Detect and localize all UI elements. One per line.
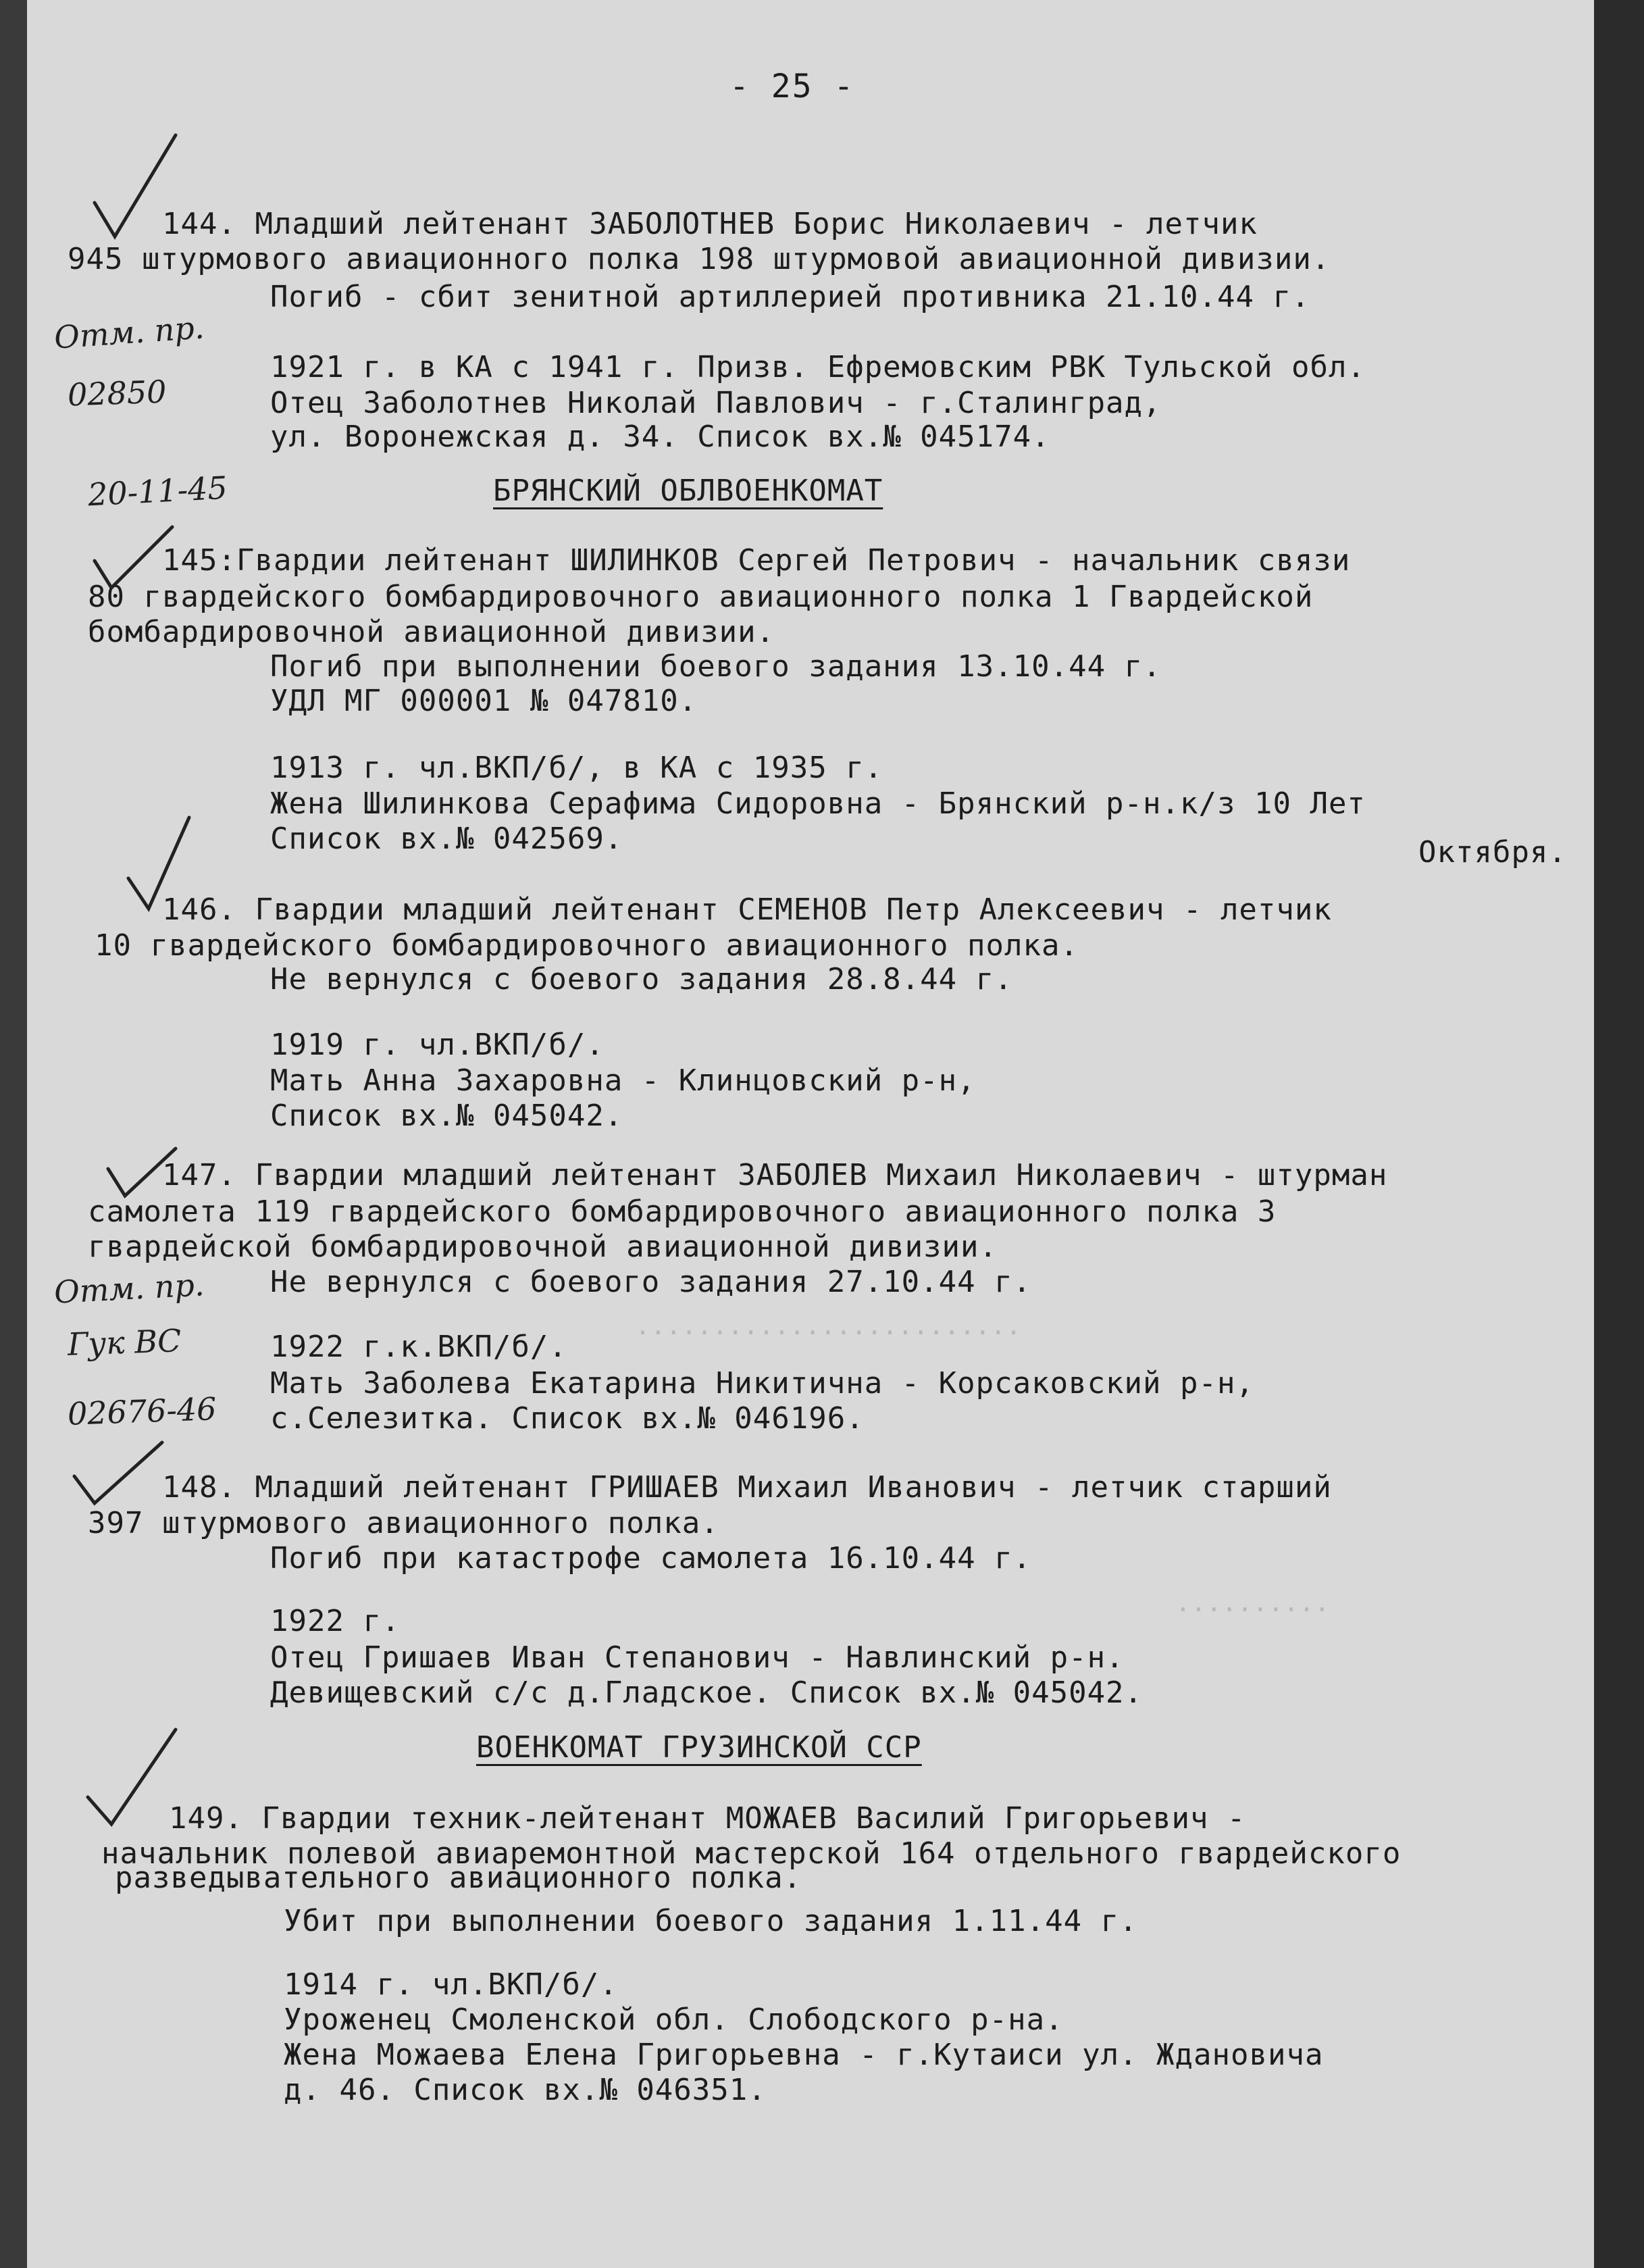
entry-147-line-3: гвардейской бомбардировочной авиационной дивизии. bbox=[88, 1230, 998, 1264]
entry-145-line-6: 1913 г. чл.ВКП/б/, в КА с 1935 г. bbox=[270, 751, 883, 785]
entry-146-line-2: 10 гвардейского бомбардировочного авиационного полка. bbox=[95, 928, 1079, 963]
bleed-through: .......... bbox=[1175, 1588, 1330, 1617]
section-header-bryansk: БРЯНСКИЙ ОБЛВОЕНКОМАТ bbox=[493, 474, 883, 508]
entry-146-line-5: Мать Анна Захаровна - Клинцовский р-н, bbox=[270, 1063, 976, 1098]
entry-146-line-1: 146. Гвардии младший лейтенант СЕМЕНОВ Петр Алексеевич - летчик bbox=[162, 892, 1332, 927]
handwritten-note-5: Гук ВС bbox=[67, 1322, 182, 1363]
entry-148-line-4: 1922 г. bbox=[270, 1604, 401, 1638]
entry-145-line-5: УДЛ МГ 000001 № 047810. bbox=[270, 684, 698, 718]
entry-147-line-7: с.Селезитка. Список вх.№ 046196. bbox=[270, 1401, 865, 1436]
document-page bbox=[27, 0, 1594, 2268]
entry-145-line-9: Октября. bbox=[1418, 835, 1567, 870]
entry-145-line-8: Список вх.№ 042569. bbox=[270, 822, 623, 856]
entry-149-line-3: разведывательного авиационного полка. bbox=[115, 1861, 802, 1895]
entry-145-line-1: 145:Гвардии лейтенант ШИЛИНКОВ Сергей Петрович - начальник связи bbox=[162, 543, 1351, 578]
entry-148-line-6: Девищевский с/с д.Гладское. Список вх.№ 045042. bbox=[270, 1675, 1144, 1710]
entry-147-line-1: 147. Гвардии младший лейтенант ЗАБОЛЕВ Михаил Николаевич - штурман bbox=[162, 1158, 1388, 1192]
entry-146-line-6: Список вх.№ 045042. bbox=[270, 1099, 623, 1133]
entry-147-line-2: самолета 119 гвардейского бомбардировочного авиационного полка 3 bbox=[88, 1194, 1277, 1229]
page-number: - 25 - bbox=[729, 68, 855, 105]
entry-145-line-2: 80 гвардейского бомбардировочного авиационного полка 1 Гвардейской bbox=[88, 580, 1314, 614]
entry-149-line-5: 1914 г. чл.ВКП/б/. bbox=[284, 1967, 618, 2002]
checkmark-icon bbox=[88, 520, 182, 601]
entry-147-line-4: Не вернулся с боевого задания 27.10.44 г. bbox=[270, 1265, 1032, 1299]
checkmark-icon bbox=[122, 811, 203, 919]
checkmark-icon bbox=[88, 128, 182, 243]
entry-146-line-4: 1919 г. чл.ВКП/б/. bbox=[270, 1028, 605, 1062]
handwritten-note-6: 02676-46 bbox=[67, 1390, 217, 1432]
handwritten-note-2: 02850 bbox=[67, 373, 168, 413]
entry-146-line-3: Не вернулся с боевого задания 28.8.44 г. bbox=[270, 962, 1013, 997]
entry-148-line-3: Погиб при катастрофе самолета 16.10.44 г. bbox=[270, 1541, 1032, 1576]
bleed-through: ......................... bbox=[635, 1311, 1021, 1340]
entry-144-line-1: 144. Младший лейтенант ЗАБОЛОТНЕВ Борис Николаевич - летчик bbox=[162, 207, 1258, 241]
entry-149-line-7: Жена Можаева Елена Григорьевна - г.Кутаиси ул. Ждановича bbox=[284, 2038, 1324, 2072]
binding-edge bbox=[1594, 0, 1644, 2268]
entry-148-line-2: 397 штурмового авиационного полка. bbox=[88, 1506, 719, 1540]
entry-145-line-7: Жена Шилинкова Серафима Сидоровна - Брянский р-н.к/з 10 Лет bbox=[270, 786, 1366, 821]
handwritten-note-4: Отм. пр. bbox=[53, 1266, 205, 1311]
section-header-georgia: ВОЕНКОМАТ ГРУЗИНСКОЙ ССР bbox=[476, 1730, 922, 1765]
entry-145-line-4: Погиб при выполнении боевого задания 13.10.44 г. bbox=[270, 649, 1162, 684]
checkmark-icon bbox=[81, 1723, 182, 1831]
entry-144-line-5: Отец Заболотнев Николай Павлович - г.Сталинград, bbox=[270, 386, 1162, 420]
entry-148-line-1: 148. Младший лейтенант ГРИШАЕВ Михаил Иванович - летчик старший bbox=[162, 1470, 1332, 1505]
entry-144-line-4: 1921 г. в КА с 1941 г. Призв. Ефремовским РВК Тульской обл. bbox=[270, 350, 1366, 384]
entry-149-line-4: Убит при выполнении боевого задания 1.11.44 г. bbox=[284, 1904, 1138, 1938]
checkmark-icon bbox=[101, 1142, 182, 1203]
entry-149-line-1: 149. Гвардии техник-лейтенант МОЖАЕВ Василий Григорьевич - bbox=[169, 1801, 1246, 1836]
entry-149-line-8: д. 46. Список вх.№ 046351. bbox=[284, 2073, 767, 2107]
entry-144-line-3: Погиб - сбит зенитной артиллерией противника 21.10.44 г. bbox=[270, 280, 1310, 314]
handwritten-note-1: Отм. пр. bbox=[53, 309, 206, 356]
entry-144-line-2: 945 штурмового авиационного полка 198 штурмовой авиационной дивизии. bbox=[68, 242, 1331, 276]
entry-149-line-6: Уроженец Смоленской обл. Слободского р-на. bbox=[284, 2002, 1064, 2037]
entry-145-line-3: бомбардировочной авиационной дивизии. bbox=[88, 615, 775, 649]
handwritten-note-3: 20-11-45 bbox=[86, 469, 228, 513]
entry-149-line-2: начальник полевой авиаремонтной мастерской 164 отдельного гвардейского bbox=[101, 1836, 1402, 1871]
entry-147-line-6: Мать Заболева Екатарина Никитична - Корсаковский р-н, bbox=[270, 1366, 1254, 1401]
entry-144-line-6: ул. Воронежская д. 34. Список вх.№ 045174. bbox=[270, 420, 1050, 454]
entry-148-line-5: Отец Гришаев Иван Степанович - Навлинский р-н. bbox=[270, 1640, 1125, 1675]
checkmark-icon bbox=[68, 1436, 169, 1510]
entry-147-line-5: 1922 г.к.ВКП/б/. bbox=[270, 1330, 567, 1364]
